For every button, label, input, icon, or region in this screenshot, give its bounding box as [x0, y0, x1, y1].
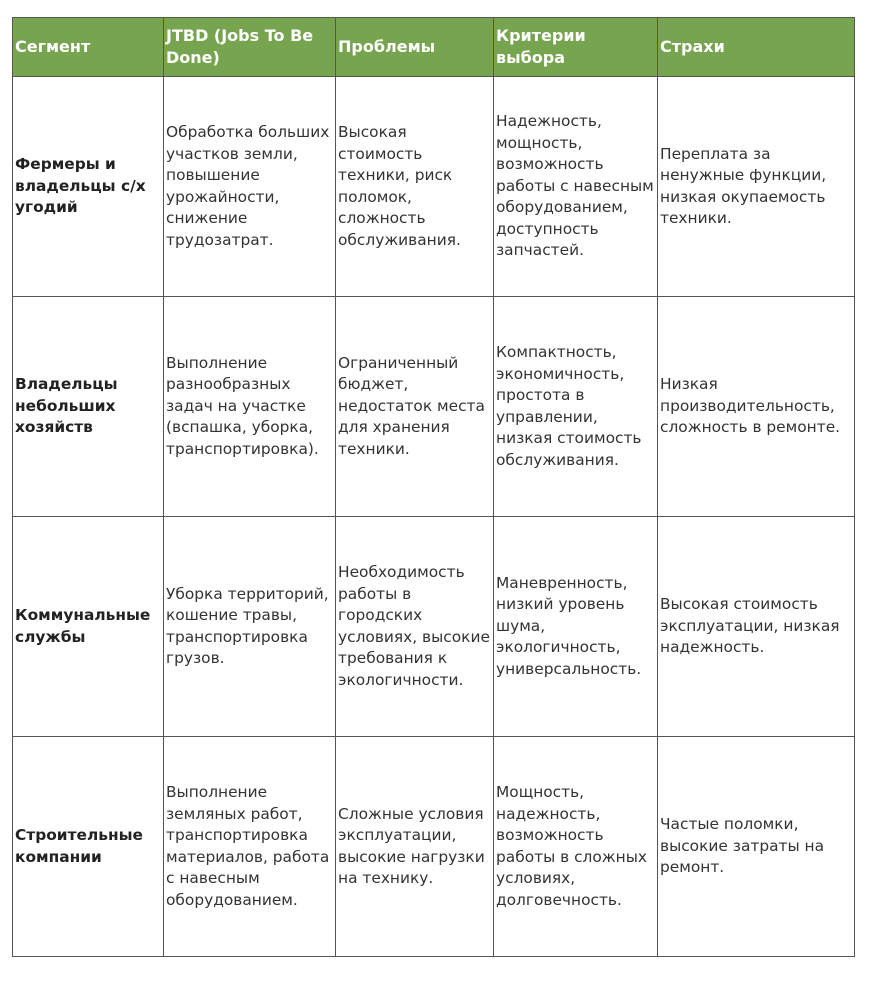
cell-problems: Необходимость работы в городских условиях, высокие требования к экологичности.: [336, 517, 494, 737]
header-segment: Сегмент: [13, 18, 164, 77]
cell-fears: Высокая стоимость эксплуатации, низкая надежность.: [658, 517, 855, 737]
cell-fears: Низкая производительность, сложность в ремонте.: [658, 297, 855, 517]
cell-criteria: Компактность, экономичность, простота в управлении, низкая стоимость обслуживания.: [494, 297, 658, 517]
header-problems: Проблемы: [336, 18, 494, 77]
header-fears: Страхи: [658, 18, 855, 77]
header-criteria: Критерии выбора: [494, 18, 658, 77]
jtbd-table: [12, 17, 855, 957]
cell-criteria: Мощность, надежность, возможность работы в сложных условиях, долговечность.: [494, 737, 658, 957]
cell-criteria: Надежность, мощность, возможность работы с навесным оборудованием, доступность запчастей.: [494, 77, 658, 297]
cell-segment: Строительные компании: [13, 737, 164, 957]
cell-criteria: Маневренность, низкий уровень шума, экологичность, универсальность.: [494, 517, 658, 737]
table-row: [13, 517, 855, 737]
header-row: [13, 18, 855, 77]
header-jtbd: JTBD (Jobs To Be Done): [164, 18, 336, 77]
cell-problems: Ограниченный бюджет, недостаток места для хранения техники.: [336, 297, 494, 517]
table-body: [13, 77, 855, 957]
cell-jtbd: Обработка больших участков земли, повышение урожайности, снижение трудозатрат.: [164, 77, 336, 297]
cell-fears: Частые поломки, высокие затраты на ремонт.: [658, 737, 855, 957]
cell-segment: Коммунальные службы: [13, 517, 164, 737]
table-row: [13, 737, 855, 957]
cell-segment: Владельцы небольших хозяйств: [13, 297, 164, 517]
cell-jtbd: Выполнение разнообразных задач на участке (вспашка, уборка, транспортировка).: [164, 297, 336, 517]
cell-problems: Сложные условия эксплуатации, высокие нагрузки на технику.: [336, 737, 494, 957]
table-row: [13, 77, 855, 297]
cell-jtbd: Уборка территорий, кошение травы, транспортировка грузов.: [164, 517, 336, 737]
cell-segment: Фермеры и владельцы с/х угодий: [13, 77, 164, 297]
table-header: [13, 18, 855, 77]
cell-problems: Высокая стоимость техники, риск поломок, сложность обслуживания.: [336, 77, 494, 297]
cell-fears: Переплата за ненужные функции, низкая окупаемость техники.: [658, 77, 855, 297]
table-row: [13, 297, 855, 517]
cell-jtbd: Выполнение земляных работ, транспортировка материалов, работа с навесным оборудованием.: [164, 737, 336, 957]
